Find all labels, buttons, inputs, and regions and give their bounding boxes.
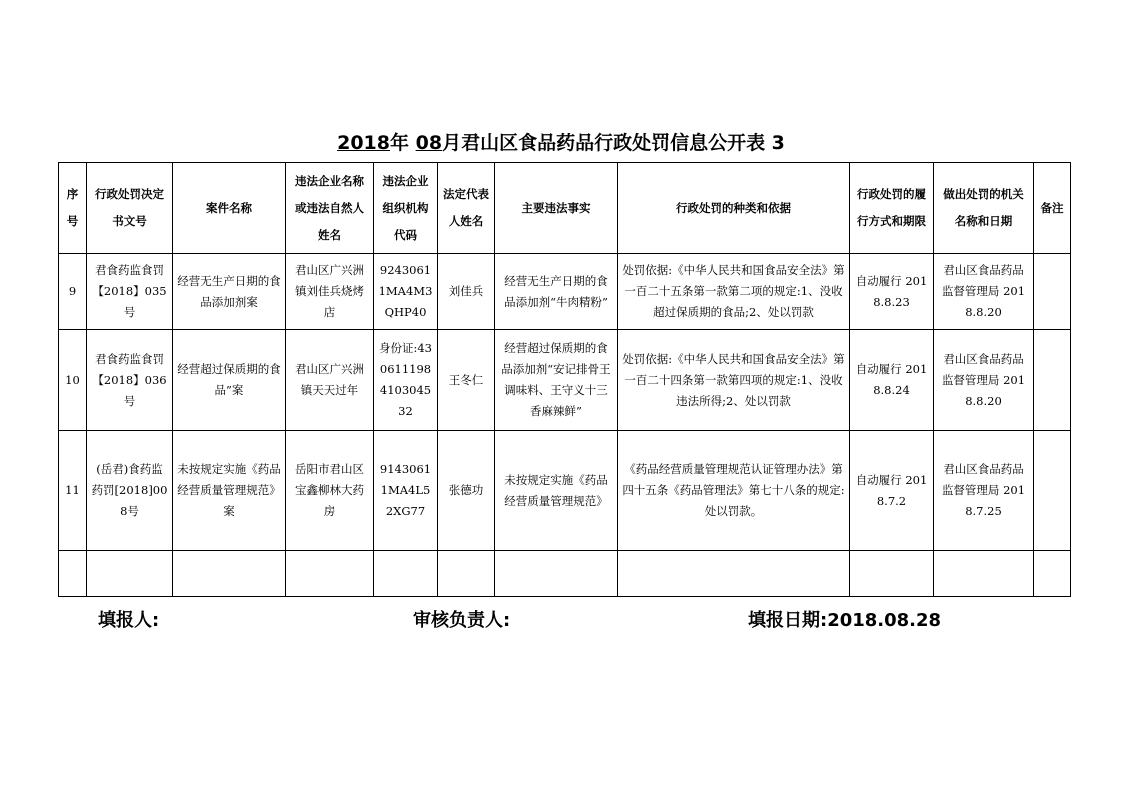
title-rest: 月君山区食品药品行政处罚信息公开表 3 [442, 132, 785, 154]
legal-rep: 王冬仁 [438, 330, 495, 431]
decision-doc-number: 君食药监食罚【2018】036号 [87, 330, 173, 431]
header-cell: 做出处罚的机关名称和日期 [934, 163, 1034, 254]
header-cell: 违法企业组织机构代码 [374, 163, 438, 254]
table-row [59, 254, 1071, 330]
row-number: 11 [59, 431, 87, 551]
legal-rep: 刘佳兵 [438, 254, 495, 330]
reviewer-label: 审核负责人: [413, 610, 511, 631]
penalty-table [58, 162, 1071, 597]
header-cell: 行政处罚的履行方式和期限 [850, 163, 934, 254]
empty-cell [934, 551, 1034, 597]
case-name: 未按规定实施《药品经营质量管理规范》案 [173, 431, 286, 551]
execution-method: 自动履行 2018.7.2 [850, 431, 934, 551]
org-code: 91430611MA4L52XG77 [374, 431, 438, 551]
empty-cell [1034, 551, 1071, 597]
empty-cell [495, 551, 618, 597]
empty-cell [286, 551, 374, 597]
header-cell: 法定代表人姓名 [438, 163, 495, 254]
authority-date: 君山区食品药品监督管理局 2018.8.20 [934, 254, 1034, 330]
org-code: 身份证:430611198410304532 [374, 330, 438, 431]
empty-cell [438, 551, 495, 597]
penalty-basis: 处罚依据:《中华人民共和国食品安全法》第一百二十四条第一款第四项的规定:1、没收违法所得;2、处以罚款 [618, 330, 850, 431]
empty-cell [59, 551, 87, 597]
header-cell: 案件名称 [173, 163, 286, 254]
remark [1034, 254, 1071, 330]
org-code: 92430611MA4M3QHP40 [374, 254, 438, 330]
remark [1034, 431, 1071, 551]
authority-date: 君山区食品药品监督管理局 2018.8.20 [934, 330, 1034, 431]
header-cell: 备注 [1034, 163, 1071, 254]
title-year-suffix: 年 [389, 132, 416, 154]
header-cell: 行政处罚的种类和依据 [618, 163, 850, 254]
empty-cell [374, 551, 438, 597]
remark [1034, 330, 1071, 431]
page-title [0, 128, 1122, 155]
decision-doc-number: 君食药监食罚【2018】035号 [87, 254, 173, 330]
party-name: 君山区广兴洲镇天天过年 [286, 330, 374, 431]
execution-method: 自动履行 2018.8.24 [850, 330, 934, 431]
decision-doc-number: (岳君)食药监药罚[2018]008号 [87, 431, 173, 551]
penalty-basis: 处罚依据:《中华人民共和国食品安全法》第一百二十五条第一款第二项的规定:1、没收超过保质期的食品;2、处以罚款 [618, 254, 850, 330]
report-date: 填报日期:2018.08.28 [748, 610, 942, 631]
header-cell: 行政处罚决定书文号 [87, 163, 173, 254]
violation-facts: 未按规定实施《药品经营质量管理规范》 [495, 431, 618, 551]
violation-facts: 经营无生产日期的食品添加剂“牛肉精粉” [495, 254, 618, 330]
penalty-basis: 《药品经营质量管理规范认证管理办法》第四十五条《药品管理法》第七十八条的规定:处以罚款。 [618, 431, 850, 551]
empty-cell [87, 551, 173, 597]
party-name: 君山区广兴洲镇刘佳兵烧烤店 [286, 254, 374, 330]
title-month: 08 [415, 132, 443, 154]
table-row [59, 431, 1071, 551]
table-header-row [59, 163, 1071, 254]
party-name: 岳阳市君山区宝鑫柳林大药房 [286, 431, 374, 551]
case-name: 经营无生产日期的食品添加剂案 [173, 254, 286, 330]
case-name: 经营超过保质期的食品”案 [173, 330, 286, 431]
empty-cell [618, 551, 850, 597]
table-row-empty [59, 551, 1071, 597]
header-cell: 序号 [59, 163, 87, 254]
empty-cell [173, 551, 286, 597]
header-cell: 违法企业名称或违法自然人姓名 [286, 163, 374, 254]
violation-facts: 经营超过保质期的食品添加剂“安记排骨王调味料、王守义十三香麻辣鲜” [495, 330, 618, 431]
empty-cell [850, 551, 934, 597]
legal-rep: 张德功 [438, 431, 495, 551]
header-cell: 主要违法事实 [495, 163, 618, 254]
filler-label: 填报人: [98, 610, 160, 631]
title-year: 2018 [337, 132, 390, 154]
table-row [59, 330, 1071, 431]
row-number: 10 [59, 330, 87, 431]
row-number: 9 [59, 254, 87, 330]
authority-date: 君山区食品药品监督管理局 2018.7.25 [934, 431, 1034, 551]
execution-method: 自动履行 2018.8.23 [850, 254, 934, 330]
